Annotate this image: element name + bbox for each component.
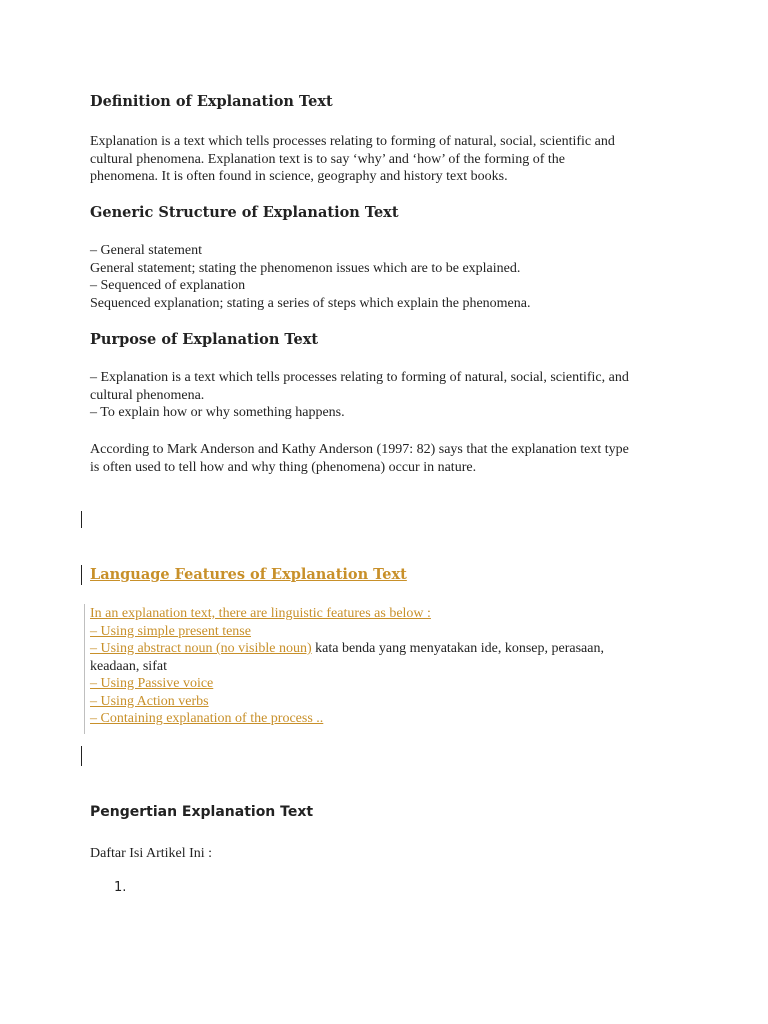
feature-link-action-verbs[interactable]: – Using Action verbs: [90, 693, 209, 709]
paragraph-anderson-quote: [90, 441, 690, 476]
feature-link-explanation-process[interactable]: – Containing explanation of the process ..: [90, 711, 324, 726]
text-line: General statement; stating the phenomenon issues which are to be explained.: [90, 260, 521, 276]
paragraph-definition: [90, 133, 690, 186]
paragraph-generic-structure: [90, 242, 690, 312]
heading-language-features-link[interactable]: Language Features of Explanation Text: [90, 566, 407, 583]
text-line: – General statement: [90, 243, 202, 258]
toc-label: [90, 845, 690, 863]
change-bar: [84, 604, 85, 734]
feature-link-abstract-noun[interactable]: – Using abstract noun (no visible noun): [90, 641, 312, 656]
text-line: Sequenced explanation; stating a series of steps which explain the phenomena.: [90, 295, 531, 311]
paragraph-purpose: [90, 369, 690, 422]
heading-generic-structure: Generic Structure of Explanation Text: [90, 204, 399, 221]
paragraph-language-features: [90, 605, 690, 728]
text-line: Daftar Isi Artikel Ini :: [90, 846, 213, 861]
feature-link-present-tense[interactable]: – Using simple present tense: [90, 623, 251, 639]
list-number: 1.: [114, 880, 127, 895]
text-line: Explanation is a text which tells processes relating to forming of natural, social, scientific and: [90, 134, 615, 149]
intro-link[interactable]: In an explanation text, there are linguistic features as below :: [90, 606, 431, 621]
abstract-noun-note: kata benda yang menyatakan ide, konsep, perasaan,: [311, 641, 604, 656]
heading-definition: Definition of Explanation Text: [90, 93, 333, 110]
text-line: – To explain how or why something happens.: [90, 405, 345, 420]
text-line: cultural phenomena. Explanation text is to say ‘why’ and ‘how’ of the forming of the: [90, 151, 565, 167]
text-line: – Sequenced of explanation: [90, 278, 246, 293]
feature-link-passive-voice[interactable]: – Using Passive voice: [90, 676, 214, 691]
edit-marker: [81, 565, 82, 585]
heading-purpose: Purpose of Explanation Text: [90, 331, 319, 348]
abstract-noun-note-cont: keadaan, sifat: [90, 658, 167, 674]
edit-marker: [81, 511, 82, 528]
text-line: – Explanation is a text which tells processes relating to forming of natural, social, scientific, and: [90, 370, 629, 385]
text-line: cultural phenomena.: [90, 387, 205, 403]
heading-pengertian: Pengertian Explanation Text: [90, 804, 314, 820]
edit-marker: [81, 746, 82, 766]
text-line: According to Mark Anderson and Kathy Anderson (1997: 82) says that the explanation text type: [90, 442, 629, 457]
text-line: phenomena. It is often found in science, geography and history text books.: [90, 169, 508, 184]
text-line: is often used to tell how and why thing (phenomena) occur in nature.: [90, 459, 477, 475]
